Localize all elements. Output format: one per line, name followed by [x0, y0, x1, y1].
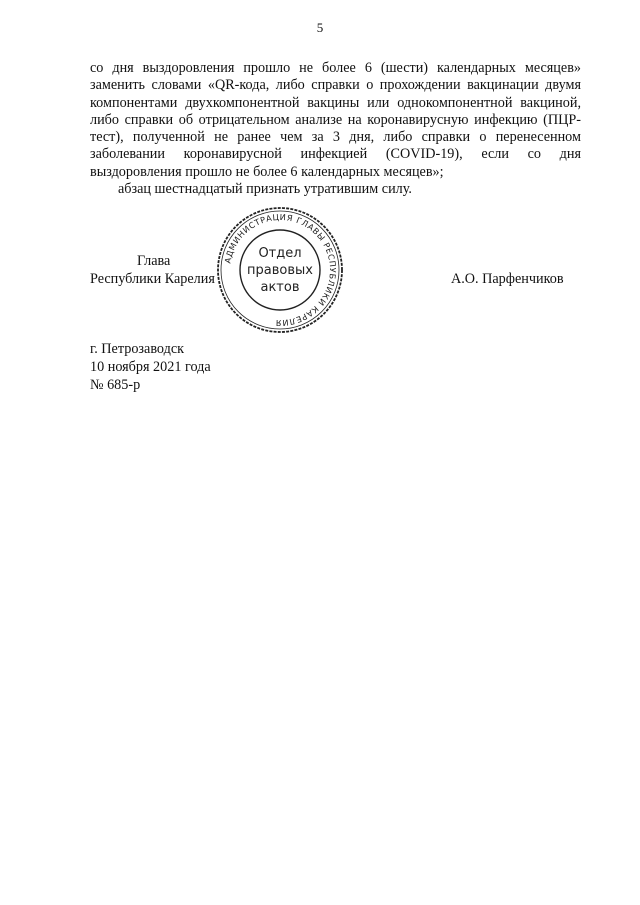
- body-paragraph-1: со дня выздоровления прошло не более 6 (шести) календарных месяцев» заменить словами «QR-кода, либо справки о прохождении вакцинации двумя компонентами двухкомпонентной вакцины или однокомпонентной вакциной, либо справки об отрицательном анализе на коронавирусную инфекцию (ПЦР-тест), полученной не ранее чем за 3 дня, либо справки о перенесенном заболевании коронавирусной инфекцией (COVID-19), если со дня выздоровления прошло не более 6 календарных месяцев»;: [90, 60, 581, 180]
- official-stamp: [215, 205, 345, 335]
- page-number: 5: [316, 20, 324, 35]
- footer-date: 10 ноября 2021 года: [90, 359, 211, 375]
- signatory-title: [90, 252, 215, 288]
- signatory-role-line-1: Глава: [137, 253, 171, 269]
- stamp-inner-text-1: Отдел: [258, 246, 302, 261]
- document-footer: [90, 340, 211, 394]
- stamp-ring-text: АДМИНИСТРАЦИЯ ГЛАВЫ РЕСПУБЛИКИ КАРЕЛИЯ: [222, 211, 339, 329]
- signatory-name: А.О. Парфенчиков: [451, 271, 564, 287]
- stamp-inner-text-3: актов: [260, 280, 300, 295]
- document-body: [90, 60, 581, 198]
- footer-city: г. Петрозаводск: [90, 341, 185, 357]
- signatory-role-line-2: Республики Карелия: [90, 271, 215, 287]
- stamp-inner-text-2: правовых: [247, 263, 313, 278]
- body-paragraph-2: абзац шестнадцатый признать утратившим силу.: [118, 181, 412, 198]
- footer-number: № 685-р: [90, 377, 141, 393]
